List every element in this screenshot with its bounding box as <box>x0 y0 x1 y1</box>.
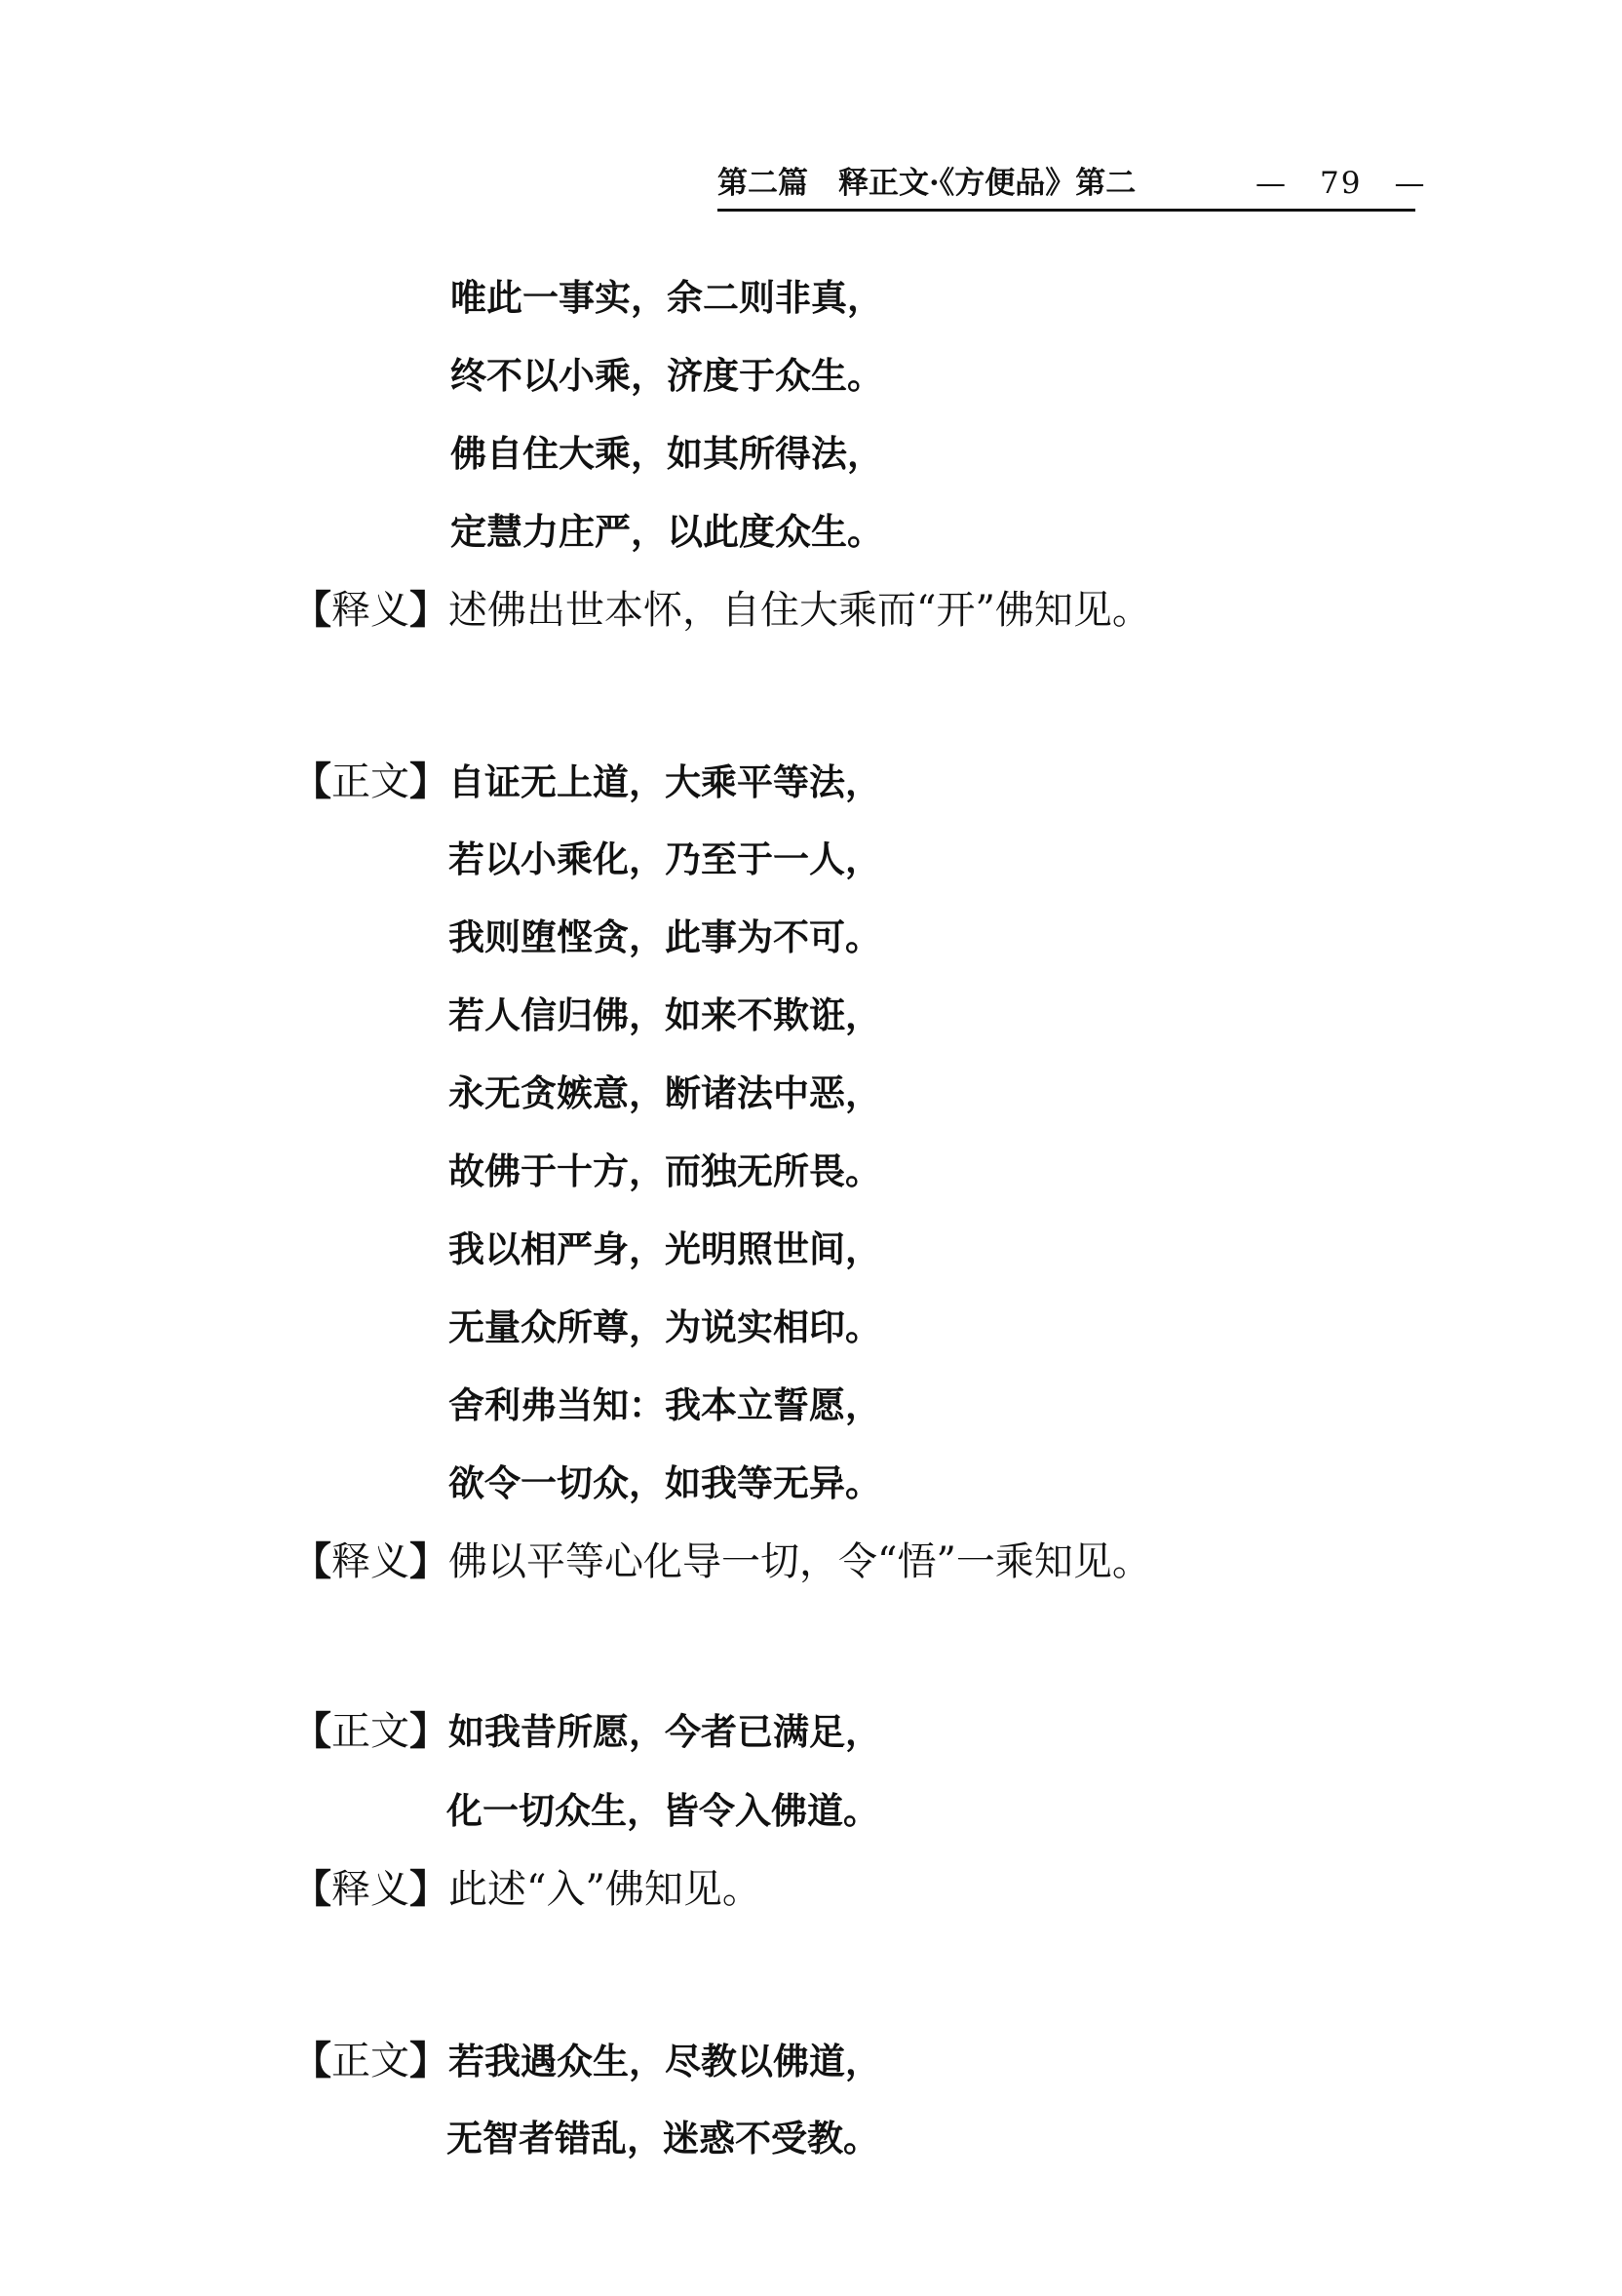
text-entry <box>292 2032 881 2090</box>
verse-line: 佛自住大乘，如其所得法， <box>450 433 883 475</box>
page-number: — 79 — <box>1255 166 1427 201</box>
bracket-left: 【 <box>292 2038 331 2083</box>
verse-line: 欲令一切众，如我等无异。 <box>448 1462 881 1504</box>
tag-label: 释义 <box>331 1867 409 1912</box>
tag-label: 释义 <box>331 1539 409 1584</box>
bracket-left: 【 <box>292 759 331 804</box>
text-tag <box>292 2039 448 2083</box>
verse-line: 我则堕悭贪，此事为不可。 <box>448 916 881 958</box>
verse-line: 若人信归佛，如来不欺诳， <box>448 994 881 1036</box>
bracket-right: 】 <box>409 1538 448 1584</box>
verse-line: 无智者错乱，迷惑不受教。 <box>446 2118 879 2160</box>
bracket-left: 【 <box>292 587 331 633</box>
verse-line: 如我昔所愿，今者已满足， <box>448 1711 881 1753</box>
verse-line: 故佛于十方，而独无所畏。 <box>448 1150 881 1192</box>
verse-line: 终不以小乘，济度于众生。 <box>450 355 883 397</box>
gloss-text: 此述“入”佛知见。 <box>448 1867 761 1912</box>
verse-line: 若以小乘化，乃至于一人， <box>448 838 881 880</box>
verse-line: 定慧力庄严，以此度众生。 <box>450 511 883 553</box>
bracket-right: 】 <box>409 2038 448 2083</box>
verse-line: 化一切众生，皆令入佛道。 <box>446 1790 879 1832</box>
verse-line: 唯此一事实，余二则非真， <box>450 277 883 319</box>
verse-line: 自证无上道，大乘平等法， <box>448 761 881 803</box>
gloss-text: 佛以平等心化导一切，令“悟”一乘知见。 <box>448 1539 1151 1584</box>
verse-line: 无量众所尊，为说实相印。 <box>448 1306 881 1348</box>
tag-label: 正文 <box>331 759 409 804</box>
verse-line: 舍利弗当知：我本立誓愿， <box>448 1384 881 1426</box>
bracket-right: 】 <box>409 587 448 633</box>
gloss-tag <box>292 1539 448 1584</box>
text-entry <box>292 1702 881 1761</box>
running-header <box>717 164 1427 212</box>
tag-label: 正文 <box>331 1709 409 1754</box>
verse-line: 我以相严身，光明照世间， <box>448 1228 881 1270</box>
bracket-right: 】 <box>409 759 448 804</box>
gloss-paragraph <box>292 1860 761 1919</box>
tag-label: 正文 <box>331 2039 409 2083</box>
running-header-title: 第二篇 释正文·《方便品》第二 <box>717 166 1137 201</box>
gloss-tag <box>292 588 448 633</box>
tag-label: 释义 <box>331 588 409 633</box>
gloss-tag <box>292 1867 448 1912</box>
bracket-left: 【 <box>292 1538 331 1584</box>
gloss-text: 述佛出世本怀，自住大乘而“开”佛知见。 <box>448 588 1151 633</box>
gloss-paragraph <box>292 581 1151 640</box>
gloss-paragraph <box>292 1533 1151 1591</box>
text-tag <box>292 1709 448 1754</box>
bracket-left: 【 <box>292 1708 331 1754</box>
text-tag <box>292 759 448 804</box>
text-entry <box>292 753 881 811</box>
bracket-right: 】 <box>409 1866 448 1912</box>
verse-line: 永无贪嫉意，断诸法中恶， <box>448 1072 881 1114</box>
verse-line: 若我遇众生，尽教以佛道， <box>448 2041 881 2082</box>
bracket-left: 【 <box>292 1866 331 1912</box>
bracket-right: 】 <box>409 1708 448 1754</box>
